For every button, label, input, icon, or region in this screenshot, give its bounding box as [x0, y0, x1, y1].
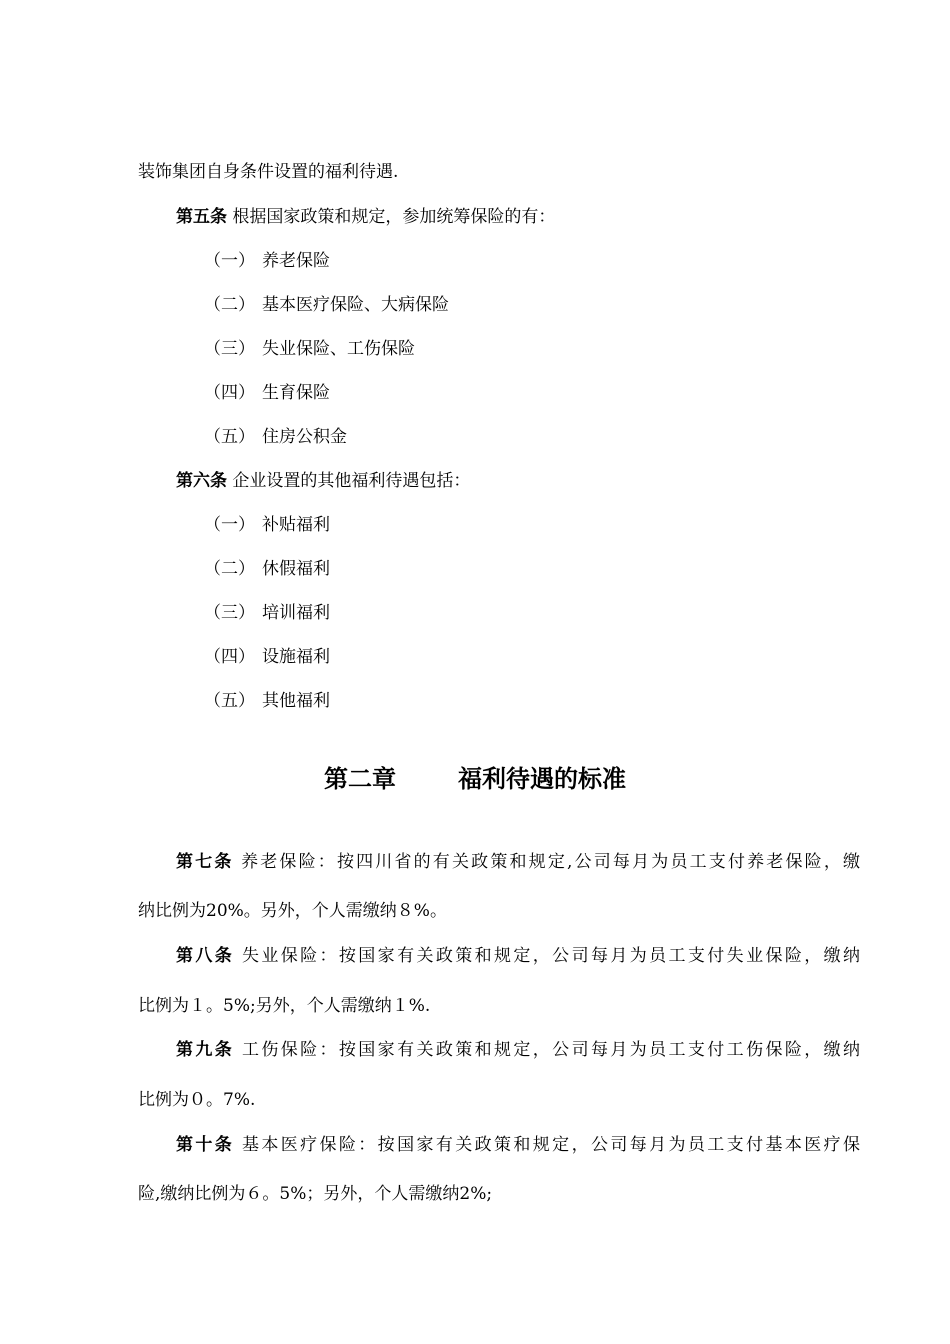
- list-item-text: 基本医疗保险、大病保险: [262, 295, 449, 315]
- list-item-text: 培训福利: [262, 603, 330, 623]
- article-10-text-1: 基本医疗保险：按国家有关政策和规定，公司每月为员工支付基本医疗保: [241, 1135, 861, 1155]
- chapter-heading: [0, 763, 950, 795]
- list-item-number: （三）: [204, 603, 255, 623]
- article-7-line-2: 纳比例为20%。另外，个人需缴纳８%。: [138, 901, 447, 921]
- intro-line: 装饰集团自身条件设置的福利待遇.: [138, 162, 399, 182]
- list-item-text: 生育保险: [262, 383, 330, 403]
- article-6-text: 企业设置的其他福利待遇包括：: [232, 471, 471, 491]
- list-item-number: （五）: [204, 691, 255, 711]
- article-5-heading: [176, 205, 555, 229]
- list-item-text: 养老保险: [262, 251, 330, 271]
- article-8-line-2: 比例为１。5%;另外，个人需缴纳１%.: [138, 996, 431, 1016]
- article-10-label: 第十条: [176, 1135, 235, 1155]
- list-item-number: （三）: [204, 339, 255, 359]
- list-item-text: 住房公积金: [262, 427, 347, 447]
- list-item-number: （一）: [204, 251, 255, 271]
- chapter-title: 福利待遇的标准: [458, 765, 626, 793]
- list-item-number: （五）: [204, 427, 255, 447]
- list-item-number: （二）: [204, 295, 255, 315]
- list-item-number: （四）: [204, 383, 255, 403]
- article-9-line-2: 比例为０。7%.: [138, 1090, 256, 1110]
- article-6-label: 第六条: [176, 471, 227, 491]
- article-8-label: 第八条: [176, 946, 235, 966]
- list-item-text: 补贴福利: [262, 515, 330, 535]
- article-8-line-1: [176, 944, 860, 968]
- article-9-line-1: [176, 1038, 860, 1062]
- list-item-number: （一）: [204, 515, 255, 535]
- article-7-text-1: 养老保险：按四川省的有关政策和规定,公司每月为员工支付养老保险，缴: [241, 852, 860, 872]
- article-5-text: 根据国家政策和规定，参加统筹保险的有：: [232, 207, 556, 227]
- list-item-number: （二）: [204, 559, 255, 579]
- list-item-text: 设施福利: [262, 647, 330, 667]
- chapter-number: 第二章: [324, 765, 396, 793]
- article-9-label: 第九条: [176, 1040, 235, 1060]
- article-10-line-2: 险,缴纳比例为６。5%；另外，个人需缴纳2%;: [138, 1184, 493, 1204]
- article-5-label: 第五条: [176, 207, 227, 227]
- article-10-line-1: [176, 1133, 860, 1157]
- article-6-heading: [176, 469, 470, 493]
- article-7-label: 第七条: [176, 852, 234, 872]
- list-item-text: 休假福利: [262, 559, 330, 579]
- article-9-text-1: 工伤保险：按国家有关政策和规定，公司每月为员工支付工伤保险，缴纳: [241, 1040, 861, 1060]
- list-item-number: （四）: [204, 647, 255, 667]
- list-item-text: 其他福利: [262, 691, 330, 711]
- article-7-line-1: [176, 850, 860, 874]
- list-item-text: 失业保险、工伤保险: [262, 339, 415, 359]
- article-8-text-1: 失业保险：按国家有关政策和规定，公司每月为员工支付失业保险，缴纳: [241, 946, 861, 966]
